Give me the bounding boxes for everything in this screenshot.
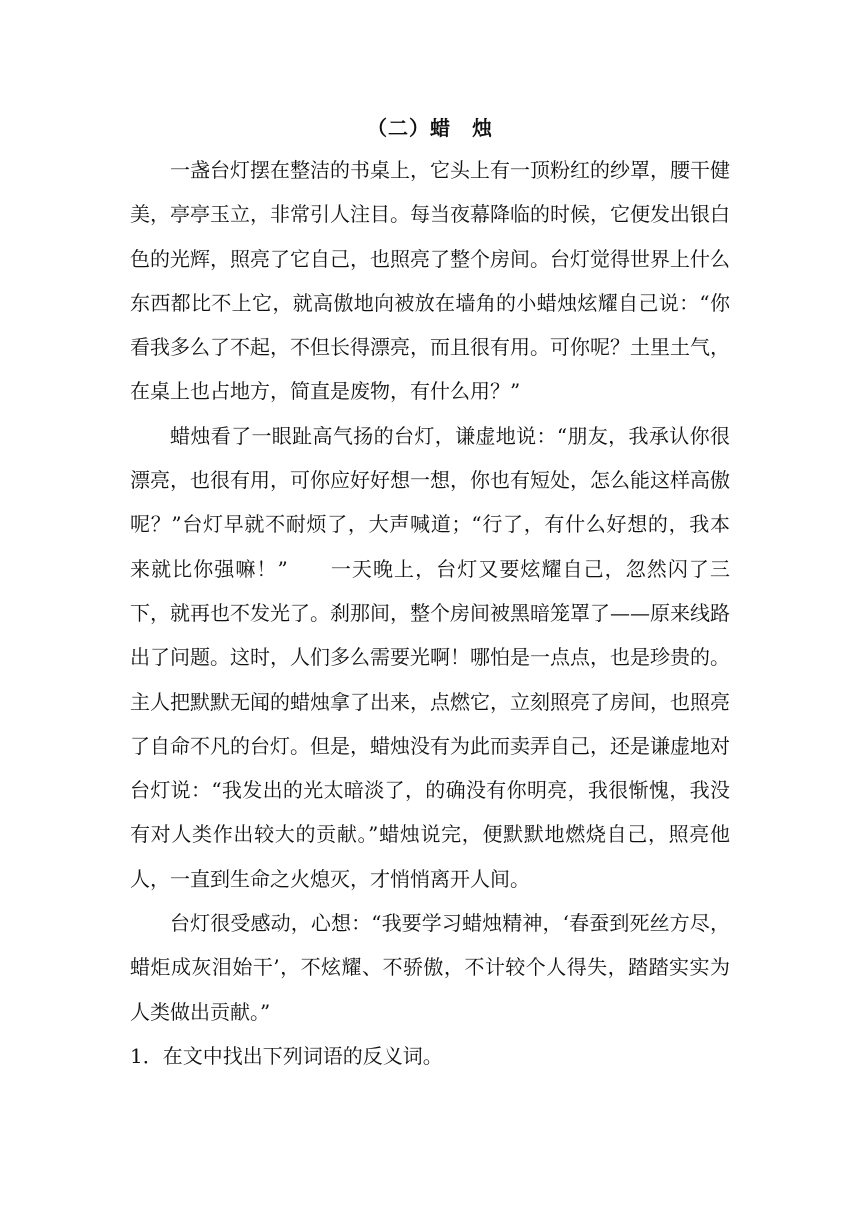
- paragraph-1: 一盏台灯摆在整洁的书桌上，它头上有一顶粉红的纱罩，腰干健美，亭亭玉立，非常引人注目。每当夜幕降临的时候，它便发出银白色的光辉，照亮了它自己，也照亮了整个房间。台灯觉得世界上什么东西都比不上它，就高傲地向被放在墙角的小蜡烛炫耀自己说：“你看我多么了不起，不但长得漂亮，而且很有用。可你呢？土里土气，在桌上也占地方，简直是废物，有什么用？”: [130, 158, 730, 404]
- paragraph-2: 蜡烛看了一眼趾高气扬的台灯，谦虚地说：“朋友，我承认你很漂亮，也很有用，可你应好好想一想，你也有短处，怎么能这样高傲呢？”台灯早就不耐烦了，大声喊道；“行了，有什么好想的，我本来就比你强嘛！” 一天晚上，台灯又要炫耀自己，忽然闪了三下，就再也不发光了。刹那间，整个房间被黑暗笼罩了——原来线路出了问题。这时，人们多么需要光啊！哪怕是一点点，也是珍贵的。主人把默默无闻的蜡烛拿了出来，点燃它，立刻照亮了房间，也照亮了自命不凡的台灯。但是，蜡烛没有为此而卖弄自己，还是谦虚地对台灯说：“我发出的光太暗淡了，的确没有你明亮，我很惭愧，我没有对人类作出较大的贡献。”蜡烛说完，便默默地燃烧自己，照亮他人，一直到生命之火熄灭，才悄悄离开人间。: [130, 423, 730, 891]
- question-1: 1．在文中找出下列词语的反义词。: [130, 1043, 443, 1068]
- paragraph-3: 台灯很受感动，心想：“我要学习蜡烛精神，‘春蚕到死丝方尽，蜡炬成灰泪始干’，不炫耀、不骄傲，不计较个人得失，踏踏实实为人类做出贡献。”: [130, 911, 730, 1024]
- document-title: （二）蜡 烛: [367, 116, 493, 140]
- document-page: [130, 108, 730, 1078]
